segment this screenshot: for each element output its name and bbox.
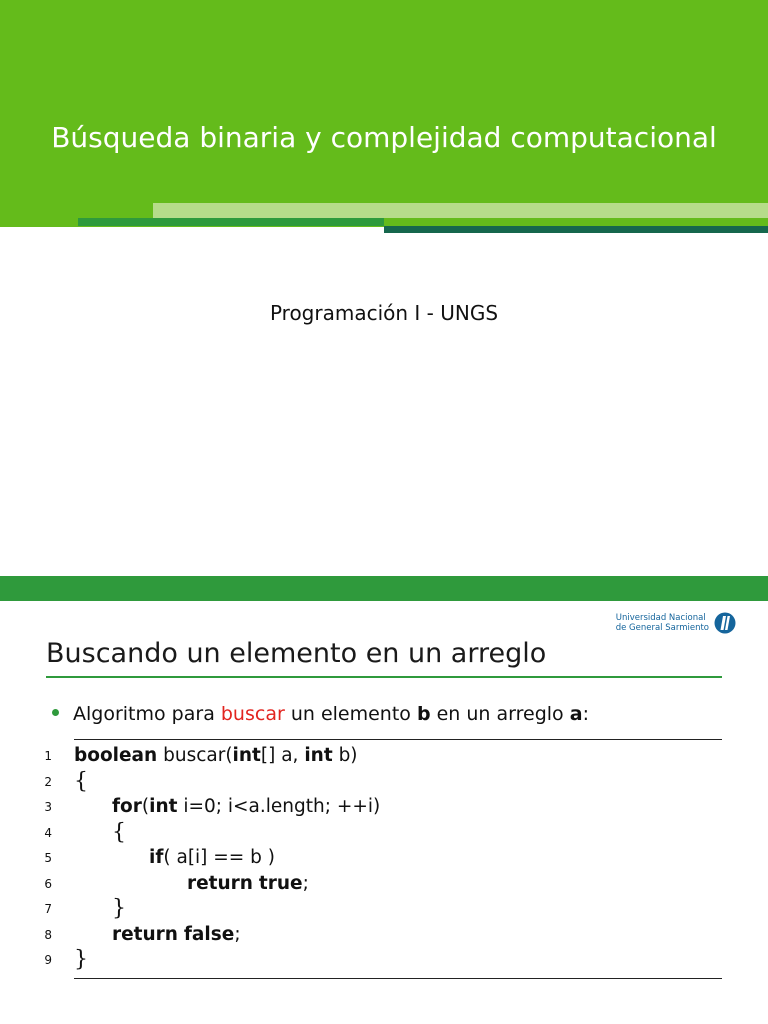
code-listing (0, 743, 768, 973)
code-line (0, 820, 768, 846)
keyword: int (232, 745, 261, 766)
keyword: int (149, 796, 178, 817)
keyword: for (112, 796, 142, 817)
code-text: } (112, 896, 126, 921)
bullet-text-end: : (582, 703, 589, 725)
decorative-stripe-light (153, 203, 768, 218)
code-rule-top (74, 739, 722, 740)
code-line (0, 769, 768, 795)
code-fragment: buscar( (157, 745, 233, 766)
code-fragment: ; (234, 923, 241, 945)
code-fragment: [] a, (260, 745, 305, 766)
logo-text (616, 613, 709, 633)
code-text (112, 922, 241, 948)
line-number: 9 (44, 953, 52, 967)
code-line (0, 743, 768, 769)
presentation-title: Búsqueda binaria y complejidad computacional (51, 121, 717, 154)
bullet-text-pre: Algoritmo para (73, 703, 221, 725)
code-line (0, 922, 768, 948)
logo-line-1: Universidad Nacional (615, 613, 706, 623)
title-banner (0, 0, 768, 227)
keyword: if (149, 847, 164, 868)
code-text (74, 743, 358, 769)
code-line (0, 947, 768, 973)
code-fragment: i=0; i<a.length; ++i) (177, 796, 381, 817)
line-number: 4 (44, 825, 52, 840)
code-text (112, 794, 380, 820)
bullet-text-mid2: en un arreglo (430, 703, 570, 725)
bullet-highlight: buscar (220, 703, 285, 725)
logo-line-2: de General Sarmiento (615, 623, 709, 633)
code-line (0, 794, 768, 820)
code-line (0, 896, 768, 922)
keyword: return (112, 923, 178, 945)
line-number: 5 (44, 851, 52, 865)
keyword: int (304, 745, 333, 766)
line-number: 8 (44, 927, 52, 942)
code-text: } (74, 947, 88, 972)
bullet-dot-icon (52, 709, 59, 716)
decorative-stripe-mid (78, 218, 384, 226)
keyword: false (183, 923, 235, 945)
code-text (149, 845, 275, 871)
frame-title-rule (46, 676, 722, 678)
keyword: true (258, 872, 303, 894)
line-number: 2 (44, 774, 52, 789)
code-text (187, 871, 309, 897)
keyword: return (187, 872, 253, 894)
code-text: { (112, 819, 126, 845)
code-text: { (74, 768, 88, 794)
line-number: 3 (44, 800, 52, 814)
decorative-stripe-dark (384, 226, 768, 233)
content-slide (0, 601, 768, 1024)
code-fragment: ; (302, 872, 309, 894)
code-fragment: b) (332, 745, 358, 766)
university-emblem-icon (714, 612, 736, 634)
keyword: boolean (74, 745, 158, 766)
code-line (0, 871, 768, 897)
presentation-subtitle: Programación I - UNGS (269, 301, 499, 325)
bullet-item (52, 701, 589, 727)
bullet-var-b: b (416, 703, 431, 725)
line-number: 6 (44, 876, 52, 891)
university-logo (616, 610, 736, 636)
code-line (0, 845, 768, 871)
line-number: 7 (44, 902, 52, 916)
line-number: 1 (44, 749, 52, 763)
bullet-text-mid: un elemento (284, 703, 417, 725)
code-fragment: ( a[i] == b ) (163, 847, 276, 868)
bullet-var-a: a (569, 703, 583, 725)
code-rule-bottom (74, 978, 722, 979)
code-fragment: ( (141, 796, 150, 817)
frame-title: Buscando un elemento en un arreglo (46, 638, 547, 669)
slide-separator-band (0, 576, 768, 601)
